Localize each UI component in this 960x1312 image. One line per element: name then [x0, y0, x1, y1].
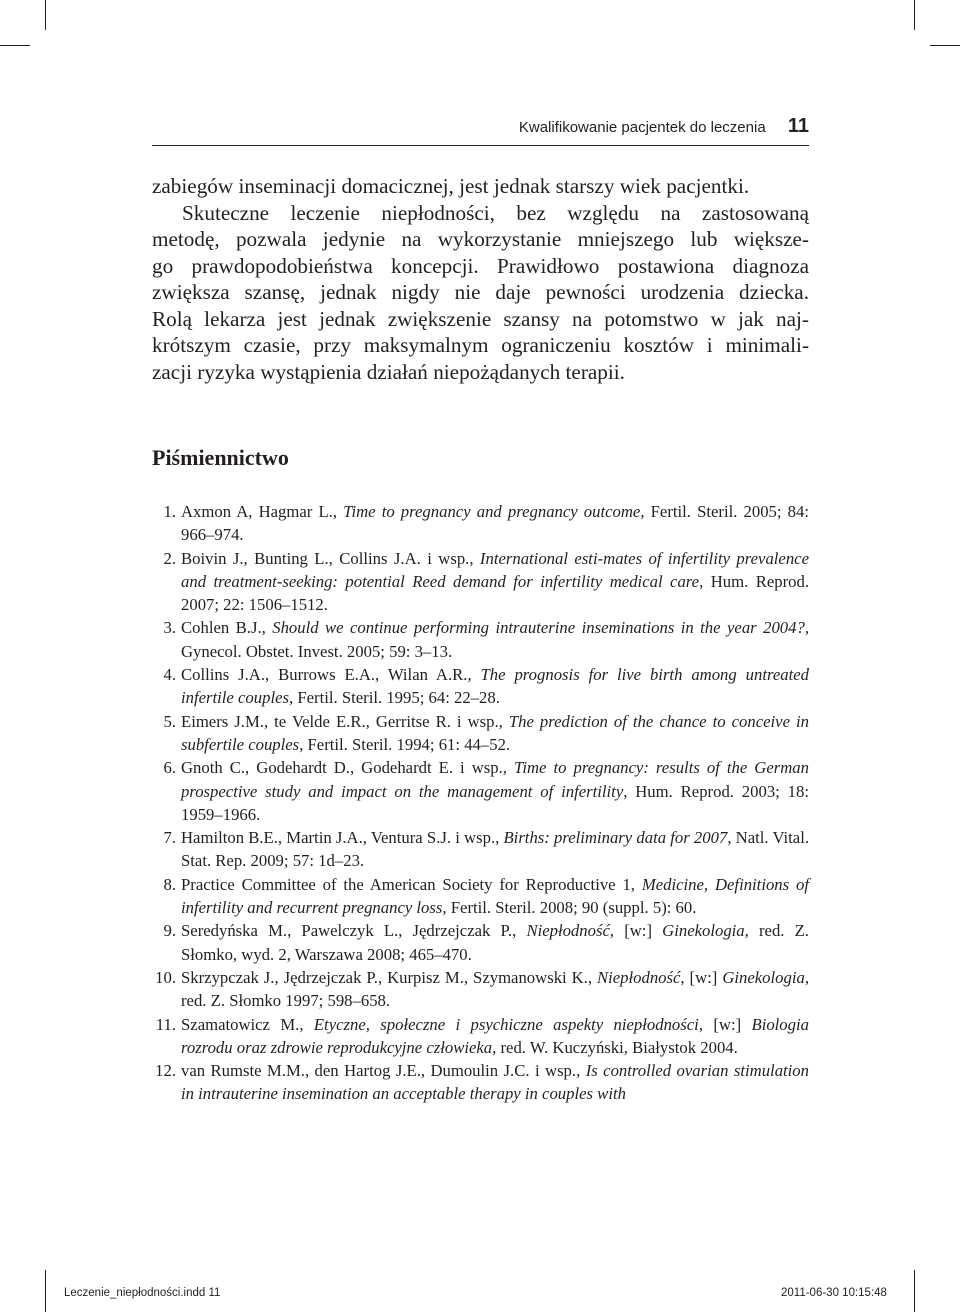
- reference-number: 10.: [155, 967, 176, 987]
- reference-source: , red. Z. Słomko, wyd. 2, Warszawa 2008; 465–470.: [181, 921, 809, 964]
- reference-number: 9.: [163, 921, 176, 941]
- body-line: Rolą lekarza jest jednak zwiększenie szansy na potomstwo w jak naj-: [152, 306, 809, 331]
- reference-authors: Skrzypczak J., Jędrzejczak P., Kurpisz M., Szymanowski K.,: [181, 967, 597, 987]
- reference-authors: van Rumste M.M., den Hartog J.E., Dumoulin J.C. i wsp.,: [181, 1061, 586, 1081]
- reference-authors: Eimers J.M., te Velde E.R., Gerritse R. i wsp.,: [181, 711, 509, 731]
- reference-number: 6.: [163, 758, 176, 778]
- reference-source: , Hum. Reprod. 2007; 22: 1506–1512.: [181, 571, 809, 615]
- reference-title: Niepłodność: [596, 967, 681, 987]
- reference-item: [152, 710, 809, 757]
- reference-title: International esti-mates of infertility prevalence and treatment-seeking: potential Reed demand for infertility medical care: [181, 548, 809, 591]
- body-line: Skuteczne leczenie niepłodności, bez względu na zastosowaną: [182, 200, 809, 225]
- reference-authors: Boivin J., Bunting L., Collins J.A. i wsp.,: [181, 548, 480, 568]
- reference-title: Is controlled ovarian stimulation in intrauterine insemination an acceptable therapy in couples with: [181, 1061, 809, 1104]
- reference-source: , Fertil. Steril. 1994; 61: 44–52.: [299, 734, 511, 754]
- reference-item: [152, 919, 809, 966]
- page-number: 11: [787, 115, 809, 137]
- crop-mark: [45, 1270, 46, 1312]
- body-line: go prawdopodobieństwa koncepcji. Prawidłowo postawiona diagnoza: [152, 253, 809, 278]
- reference-title: The prediction of the chance to conceive in subfertile couples: [181, 711, 809, 754]
- reference-item: [152, 616, 809, 663]
- reference-number: 12.: [155, 1061, 176, 1081]
- reference-number: 11.: [155, 1014, 176, 1034]
- footer-file-name: Leczenie_niepłodności.indd 11: [64, 1287, 221, 1299]
- reference-authors: Szamatowicz M.,: [181, 1014, 314, 1034]
- crop-mark: [45, 0, 46, 30]
- body-line: krótszym czasie, przy maksymalnym ograniczeniu kosztów i minimali-: [152, 333, 809, 357]
- reference-title: Time to pregnancy and pregnancy outcome: [343, 502, 641, 521]
- reference-title: Should we continue performing intrauterine inseminations in the year 2004?: [272, 618, 805, 638]
- reference-item: [152, 547, 809, 617]
- reference-authors: Seredyńska M., Pawelczyk L., Jędrzejczak P.,: [181, 921, 527, 941]
- reference-book-title: Biologia rozrodu oraz zdrowie reprodukcyjne człowieka: [181, 1014, 809, 1057]
- body-line: zacji ryzyka wystąpienia działań niepożądanych terapii.: [152, 359, 625, 384]
- references-heading: Piśmiennictwo: [152, 445, 289, 470]
- reference-number: 2.: [163, 548, 176, 568]
- crop-mark: [0, 45, 30, 46]
- crop-mark: [914, 1270, 915, 1312]
- reference-number: 1.: [163, 502, 176, 521]
- reference-source: , Hum. Reprod. 2003; 18: 1959–1966.: [181, 781, 809, 824]
- footer-timestamp: 2011-06-30 10:15:48: [781, 1287, 887, 1299]
- reference-source: , Fertil. Steril. 2008; 90 (suppl. 5): 60.: [442, 898, 697, 918]
- reference-source: , [w:]: [609, 921, 663, 941]
- reference-item: [152, 1059, 809, 1106]
- reference-title: Births: preliminary data for 2007: [503, 828, 728, 848]
- reference-item: [152, 873, 809, 920]
- reference-title: Niepłodność: [526, 921, 610, 941]
- reference-title: Medicine, Definitions of infertility and recurrent pregnancy loss: [181, 874, 809, 918]
- reference-authors: Axmon A, Hagmar L.,: [181, 502, 344, 521]
- reference-number: 7.: [163, 828, 176, 848]
- reference-number: 5.: [163, 711, 176, 731]
- reference-book-title: Ginekologia: [722, 967, 805, 987]
- reference-item: [152, 826, 809, 873]
- references-list: [152, 500, 809, 1106]
- reference-authors: Collins J.A., Burrows E.A., Wilan A.R.,: [181, 665, 481, 685]
- reference-title: Etyczne, społeczne i psychiczne aspekty niepłodności: [313, 1014, 699, 1034]
- body-line: metodę, pozwala jedynie na wykorzystanie mniejszego lub większe-: [152, 227, 809, 251]
- reference-authors: Cohlen B.J.,: [181, 618, 273, 638]
- reference-number: 8.: [163, 874, 176, 894]
- reference-source: , [w:]: [698, 1014, 752, 1034]
- reference-item: [152, 966, 809, 1013]
- reference-source: , red. W. Kuczyński, Białystok 2004.: [492, 1037, 738, 1057]
- reference-book-title: Ginekologia: [662, 921, 745, 941]
- reference-authors: Hamilton B.E., Martin J.A., Ventura S.J. i wsp.,: [181, 828, 504, 848]
- reference-source: , Fertil. Steril. 1995; 64: 22–28.: [288, 688, 500, 708]
- crop-mark: [914, 0, 915, 30]
- reference-title: Time to pregnancy: results of the German prospective study and impact on the management of infertility: [181, 758, 809, 801]
- reference-source: , red. Z. Słomko 1997; 598–658.: [181, 967, 809, 1011]
- crop-mark: [930, 45, 960, 46]
- body-paragraph: [152, 173, 809, 385]
- reference-authors: Practice Committee of the American Society for Reproductive 1,: [181, 874, 642, 894]
- reference-source: , Gynecol. Obstet. Invest. 2005; 59: 3–13.: [181, 618, 809, 661]
- reference-title: The prognosis for live birth among untreated infertile couples: [181, 665, 809, 708]
- reference-item: [152, 500, 809, 547]
- body-line: zabiegów inseminacji domacicznej, jest jednak starszy wiek pacjentki.: [152, 174, 750, 198]
- reference-authors: Gnoth C., Godehardt D., Godehardt E. i wsp.,: [181, 758, 515, 778]
- running-head: [152, 115, 809, 146]
- reference-item: [152, 663, 809, 710]
- reference-source: , Natl. Vital. Stat. Rep. 2009; 57: 1d–23.: [181, 828, 810, 871]
- reference-source: , [w:]: [680, 967, 723, 987]
- reference-number: 3.: [163, 618, 176, 638]
- reference-number: 4.: [163, 665, 176, 685]
- body-line: zwiększa szansę, jednak nigdy nie daje pewności urodzenia dziecka.: [152, 280, 809, 304]
- reference-source: , Fertil. Steril. 2005; 84: 966–974.: [181, 502, 809, 545]
- reference-item: [152, 1013, 809, 1060]
- running-title: Kwalifikowanie pacjentek do leczenia: [518, 119, 766, 136]
- reference-item: [152, 756, 809, 826]
